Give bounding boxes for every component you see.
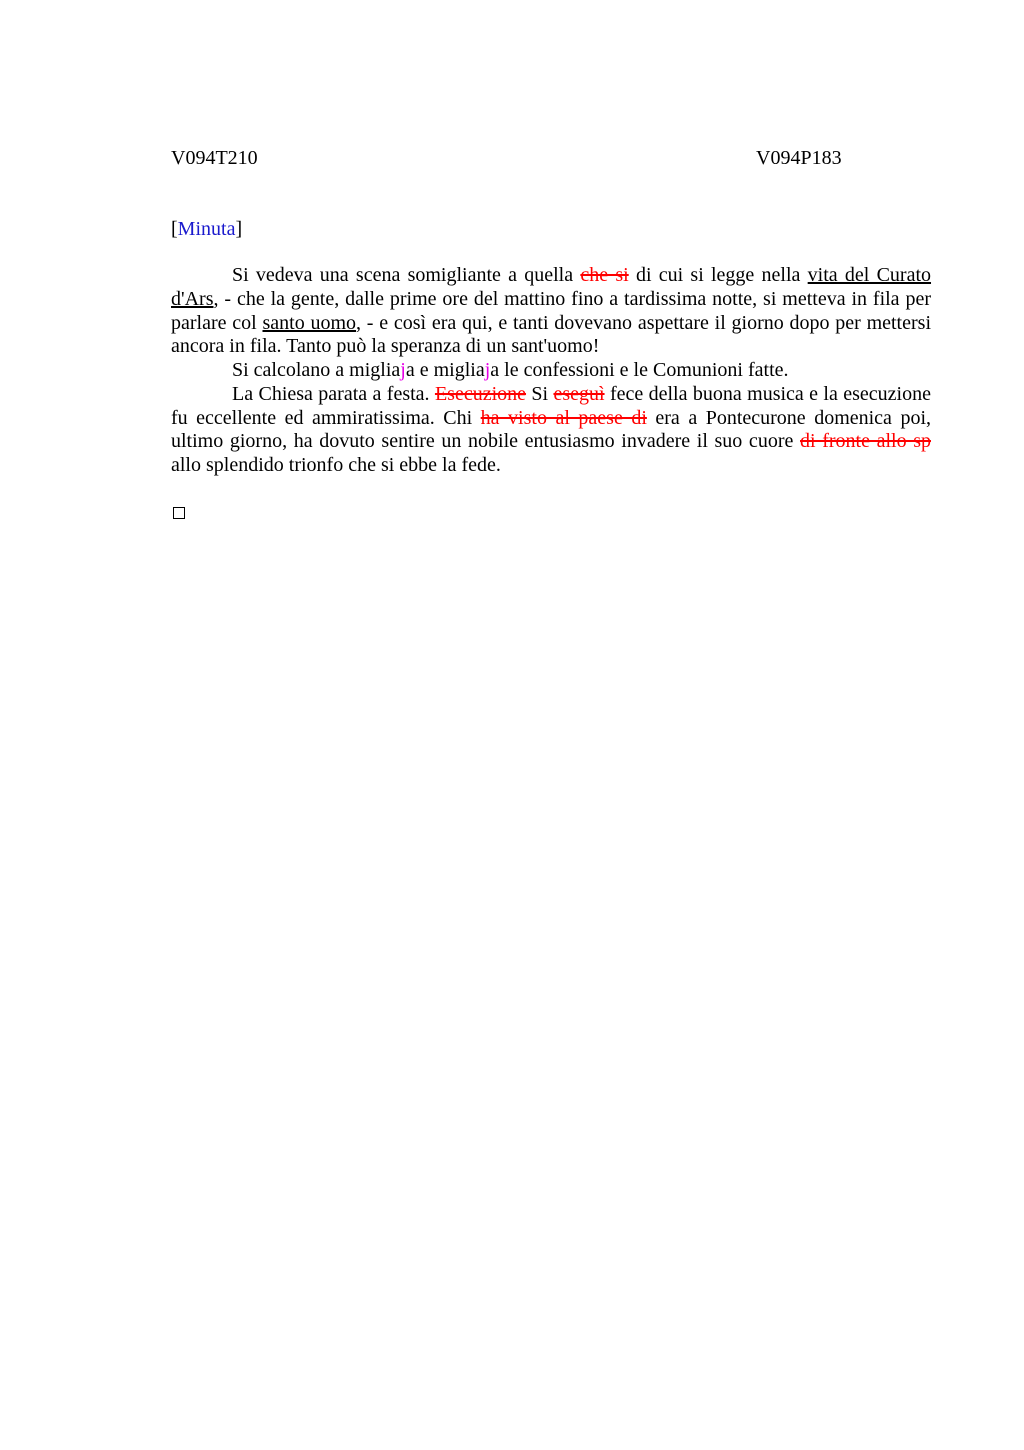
text-segment: allo splendido trionfo che si ebbe la fede. [171,454,501,476]
text-segment: , - che la gente, dalle prime ore del mattino fino a tardissima notte, si metteva in fila per parlare col [171,287,931,334]
text-segment: Si calcolano a miglia [232,359,401,381]
text-segment: fece della buona musica e la esecuzione fu eccellente ed ammiratissima. Chi [171,382,931,429]
text-segment: La Chiesa parata a festa. [232,382,435,405]
text-segment: Si [526,382,554,405]
square-outline-icon [173,507,185,519]
text-segment: di cui si legge nella [628,264,808,286]
paragraph-confessioni [171,359,931,383]
text-segment: a le confessioni e le Comunioni fatte. [490,359,789,381]
open-bracket: [ [171,218,178,240]
left-document-code: V094T210 [171,147,258,169]
deleted-text: eseguì [553,382,605,405]
text-segment: Si vedeva una scena somigliante a quella [232,264,581,286]
paragraph-curato-ars [171,264,931,359]
deleted-text: ha visto al paese di [480,406,647,429]
deleted-text: Esecuzione [434,382,527,405]
text-segment: era a Pontecurone domenica poi, ultimo giorno, ha dovuto sentire un nobile entusiasmo invadere il suo cuore [171,406,931,453]
text-segment: , - e così era qui, e tanti dovevano aspettare il giorno dopo per mettersi ancora in fila. Tanto può la speranza di un sant'uomo! [171,311,931,358]
paragraph-chiesa [171,383,931,478]
underlined-text: santo uomo [262,311,357,334]
inserted-letter: j [400,359,406,381]
text-segment: a e miglia [405,359,485,381]
inserted-letter: j [484,359,491,381]
close-bracket: ] [235,218,243,240]
right-page-code: V094P183 [756,147,842,169]
underlined-title: vita del Curato d'Ars [171,264,932,310]
minuta-label: Minuta [177,218,236,240]
body-text [171,264,931,478]
deleted-text: di fronte allo sp [800,430,931,453]
section-label [171,216,242,242]
deleted-text: che si [580,264,629,286]
